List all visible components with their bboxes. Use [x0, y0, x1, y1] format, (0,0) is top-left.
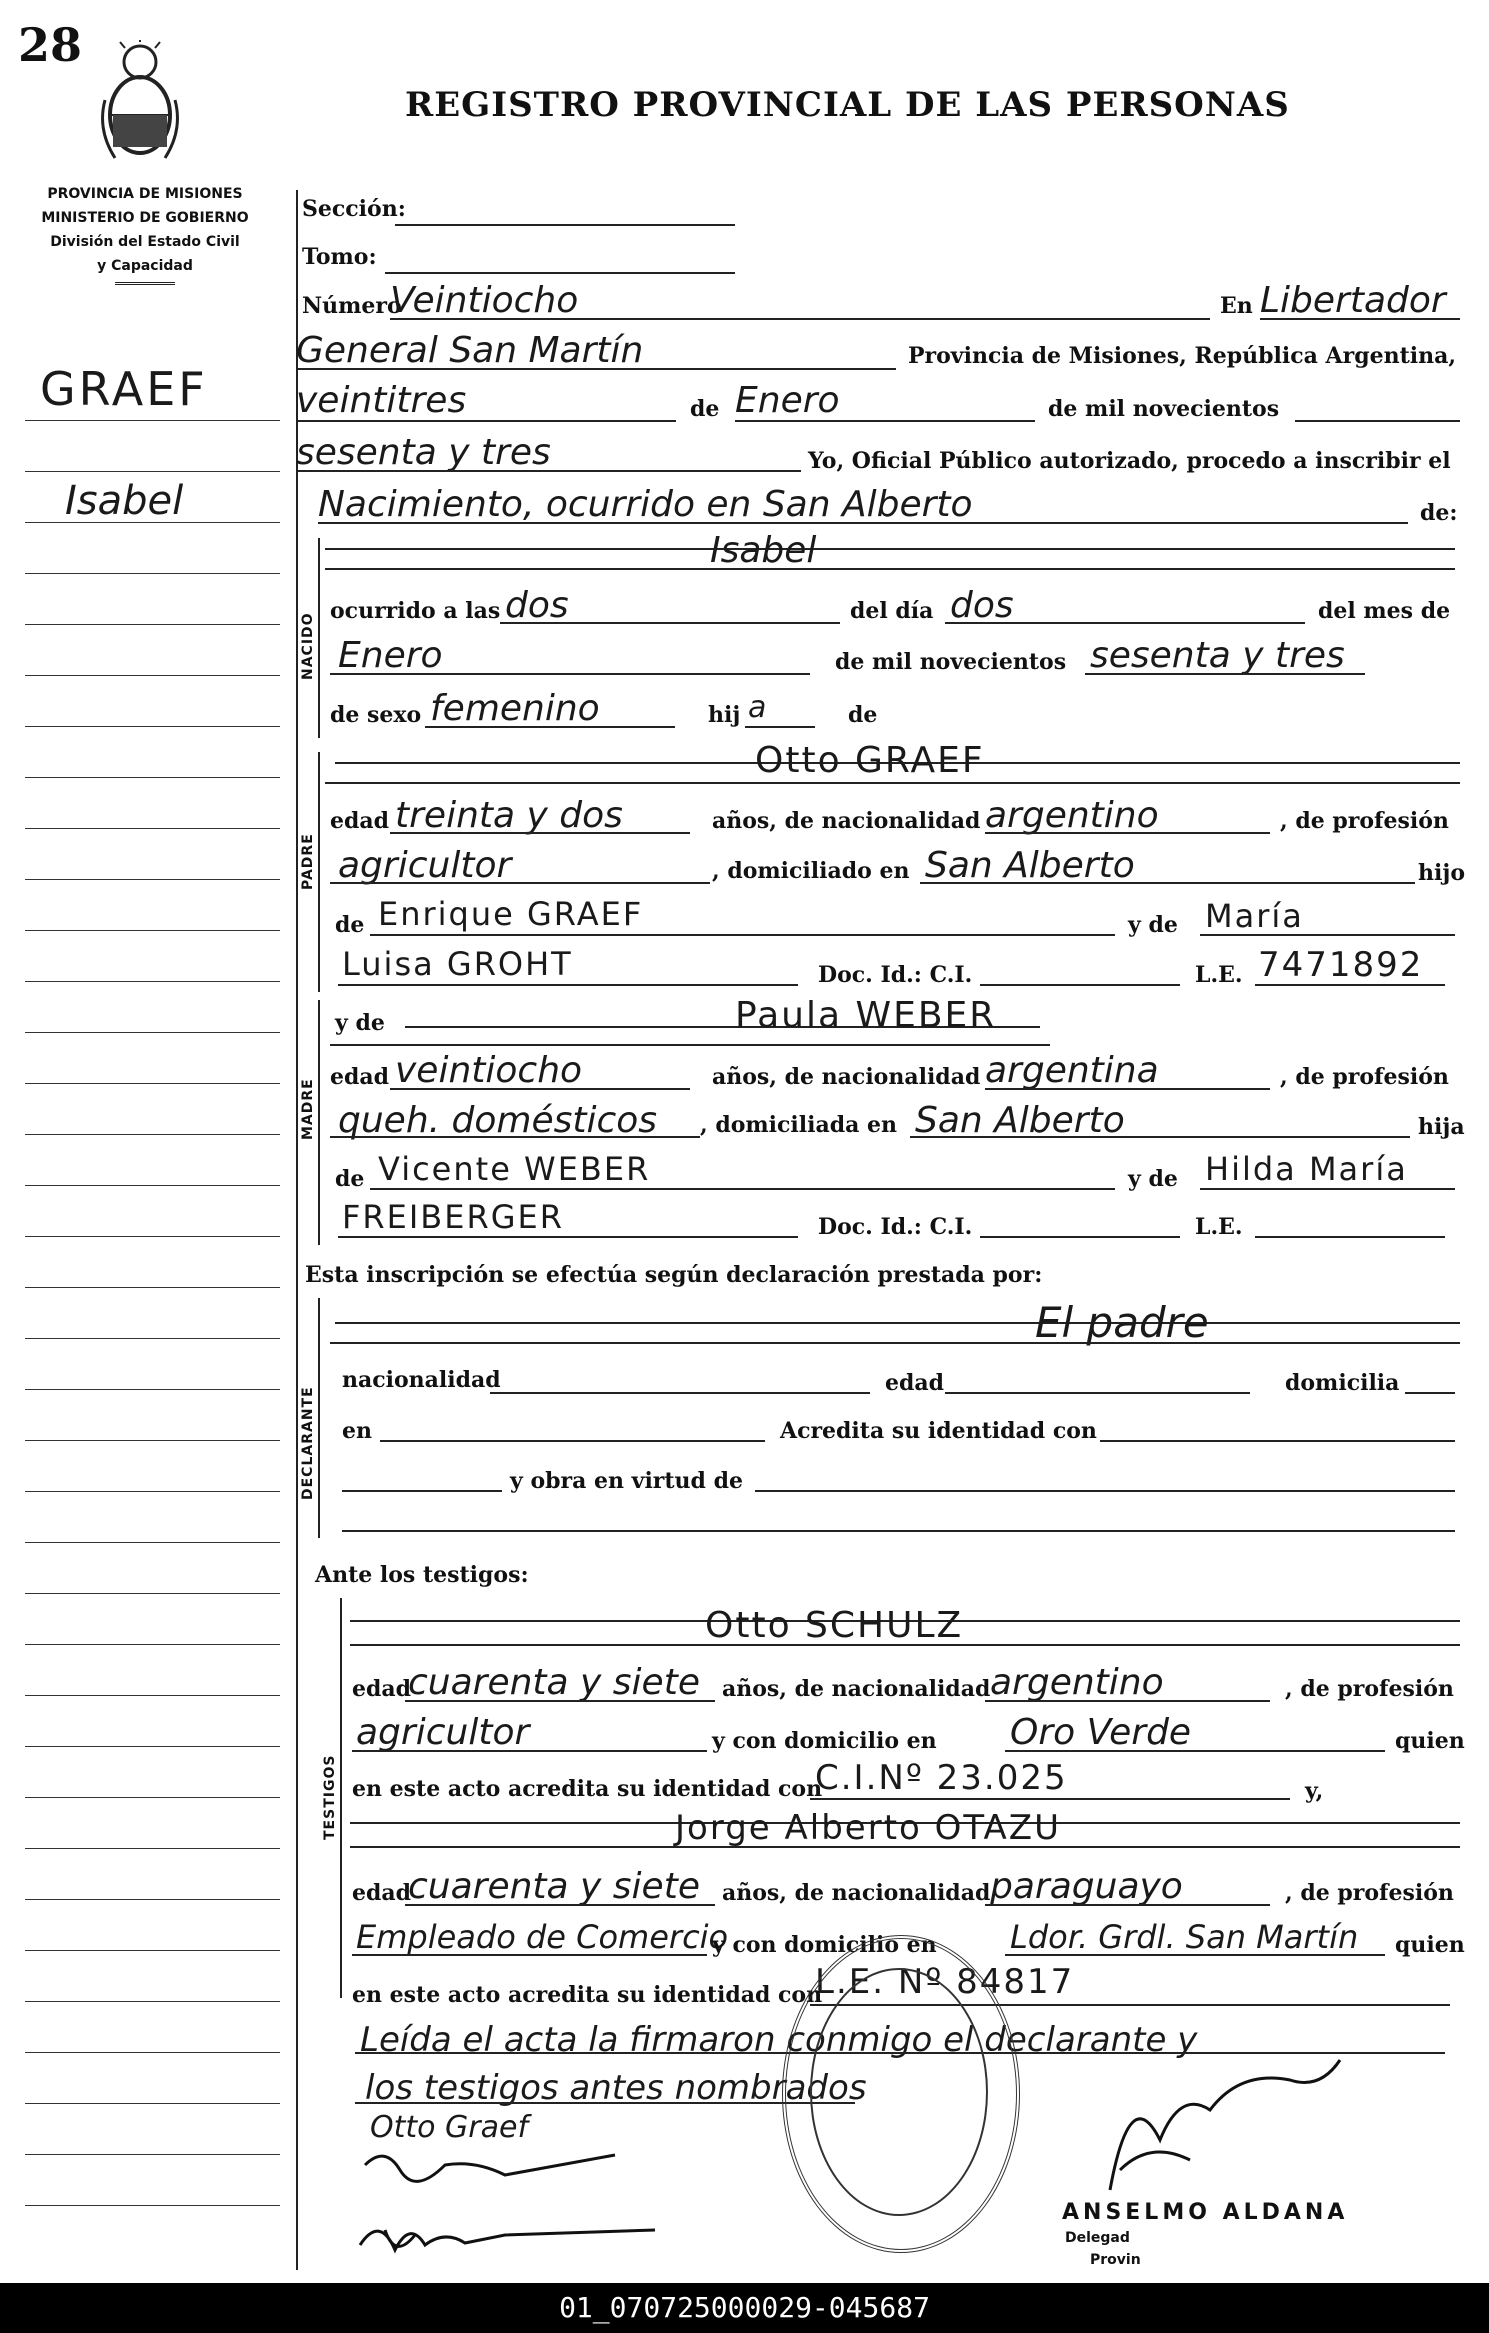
madre-domicilio-value: San Alberto	[915, 1100, 1125, 1141]
page-number: 28	[18, 18, 83, 72]
t1-y-label: y,	[1305, 1778, 1324, 1804]
tomo-label: Tomo:	[302, 244, 377, 270]
declarante-obra-label: y obra en virtud de	[510, 1468, 743, 1494]
day-value: veintitres	[296, 380, 467, 421]
del-mes-label: del mes de	[1318, 598, 1451, 624]
authority-line: MINISTERIO DE GOBIERNO	[41, 210, 249, 226]
testigo-2-name: Jorge Alberto OTAZU	[675, 1808, 1061, 1848]
seccion-label: Sección:	[302, 196, 406, 222]
t2-edad-value: cuarenta y siete	[408, 1866, 700, 1907]
de-colon: de:	[1420, 500, 1458, 526]
authority-block	[10, 182, 280, 289]
madre-profesion-value: queh. domésticos	[338, 1100, 658, 1141]
padre-profesion-value: agricultor	[338, 845, 512, 886]
madre-de-label: de	[335, 1166, 365, 1192]
margin-ruled-line	[25, 1542, 280, 1543]
madre-profesion-label: , de profesión	[1280, 1064, 1449, 1090]
official-signature	[1090, 2050, 1360, 2200]
declarante-edad-label: edad	[885, 1370, 945, 1396]
margin-ruled-line	[25, 930, 280, 931]
margin-ruled-line	[25, 1440, 280, 1441]
coat-of-arms-icon	[95, 40, 185, 170]
closing-line-1: Leída el acta la firmaron conmigo el declarante y	[360, 2020, 1198, 2060]
authority-line: División del Estado Civil	[50, 234, 240, 250]
testigos-section-label: TESTIGOS	[322, 1754, 338, 1840]
t2-dom-value: Ldor. Grdl. San Martín	[1010, 1918, 1359, 1956]
madre-y-de-label: y de	[335, 1010, 385, 1036]
madre-y-de-label2: y de	[1128, 1166, 1178, 1192]
madre-anos-label: años, de nacionalidad	[712, 1064, 981, 1090]
t1-edad-value: cuarenta y siete	[408, 1662, 700, 1703]
margin-ruled-line	[25, 1083, 280, 1084]
de-mil-born-label: de mil novecientos	[835, 649, 1067, 675]
year-born-value: sesenta y tres	[1090, 635, 1345, 676]
margin-ruled-line	[25, 981, 280, 982]
padre-section-label: PADRE	[300, 833, 316, 890]
declarante-section-label: DECLARANTE	[300, 1386, 316, 1500]
testigo-1-name: Otto SCHULZ	[705, 1605, 964, 1646]
en-label: En	[1220, 293, 1253, 319]
ocurrido-label: ocurrido a las	[330, 598, 501, 624]
madre-nacionalidad-value: argentina	[985, 1050, 1159, 1091]
margin-ruled-line	[25, 1695, 280, 1696]
margin-ruled-line	[25, 420, 280, 421]
margin-ruled-line	[25, 573, 280, 574]
padre-father-value: Enrique GRAEF	[378, 895, 644, 933]
numero-label: Número	[302, 293, 402, 319]
padre-le-label: L.E.	[1195, 962, 1243, 988]
margin-ruled-line	[25, 1287, 280, 1288]
margin-ruled-line	[25, 1950, 280, 1951]
madre-domiciliada-label: , domiciliada en	[700, 1112, 898, 1138]
de-mil-label: de mil novecientos	[1048, 396, 1280, 422]
padre-de-label: de	[335, 912, 365, 938]
madre-hija-label: hija	[1418, 1114, 1465, 1140]
padre-edad-label: edad	[330, 808, 390, 834]
madre-father-value: Vicente WEBER	[378, 1150, 651, 1188]
padre-doc-label: Doc. Id.: C.I.	[818, 962, 973, 988]
t1-doc-value: C.I.Nº 23.025	[815, 1758, 1068, 1798]
margin-ruled-line	[25, 828, 280, 829]
padre-anos-label: años, de nacionalidad	[712, 808, 981, 834]
page-title: REGISTRO PROVINCIAL DE LAS PERSONAS	[405, 85, 1290, 125]
declarante-en-label: en	[342, 1418, 372, 1444]
margin-ruled-line	[25, 777, 280, 778]
t1-prof-value: agricultor	[356, 1712, 530, 1753]
testigos-label: Ante los testigos:	[315, 1562, 529, 1588]
nacido-name: Isabel	[710, 530, 817, 571]
signature-scribbles	[355, 2135, 675, 2275]
padre-name: Otto GRAEF	[755, 740, 985, 781]
margin-ruled-line	[25, 2103, 280, 2104]
official-title-2: Provin	[1090, 2252, 1141, 2268]
padre-profesion-label: , de profesión	[1280, 808, 1449, 834]
madre-name: Paula WEBER	[735, 995, 997, 1036]
margin-divider	[296, 190, 298, 2270]
declarante-acredita-label: Acredita su identidad con	[780, 1418, 1097, 1444]
margin-ruled-line	[25, 1491, 280, 1492]
provincia-text: Provincia de Misiones, República Argentina,	[908, 343, 1457, 369]
signature-declarante: Otto Graef	[370, 2110, 529, 2145]
declarante-nacionalidad-label: nacionalidad	[342, 1367, 501, 1393]
madre-mother-value-1: Hilda María	[1205, 1150, 1408, 1188]
footer-image-id: 01_070725000029-045687	[559, 2291, 930, 2324]
margin-ruled-line	[25, 1797, 280, 1798]
t1-edad-label: edad	[352, 1676, 412, 1702]
margin-ruled-line	[25, 1389, 280, 1390]
t2-prof-value: Empleado de Comercio	[356, 1918, 729, 1956]
margin-ruled-line	[25, 2154, 280, 2155]
margin-ruled-line	[25, 2205, 280, 2206]
margin-ruled-line	[25, 471, 280, 472]
day-born-value: dos	[950, 585, 1014, 626]
t1-acredita-label: en este acto acredita su identidad con	[352, 1776, 823, 1802]
margin-ruled-line	[25, 1338, 280, 1339]
padre-hijo-label: hijo	[1418, 860, 1465, 886]
numero-value: Veintiocho	[390, 280, 579, 321]
t2-doc-value: L.E. Nº 84817	[815, 1962, 1075, 2002]
declarante-domicilia-label: domicilia	[1285, 1370, 1400, 1396]
hij-label: hij	[708, 702, 741, 728]
t2-dom-label: y con domicilio en	[712, 1932, 937, 1958]
margin-ruled-line	[25, 1593, 280, 1594]
madre-section-label: MADRE	[300, 1078, 316, 1140]
margin-ruled-line	[25, 1134, 280, 1135]
t2-edad-label: edad	[352, 1880, 412, 1906]
year-value: sesenta y tres	[296, 432, 551, 473]
t2-quien-label: quien	[1395, 1932, 1465, 1958]
margin-surname: GRAEF	[40, 362, 208, 416]
margin-ruled-line	[25, 1185, 280, 1186]
official-title-1: Delegad	[1065, 2230, 1130, 2246]
event-value: Nacimiento, ocurrido en San Alberto	[318, 484, 973, 525]
authority-line: PROVINCIA DE MISIONES	[47, 186, 243, 202]
sexo-value: femenino	[430, 688, 600, 729]
t2-prof-label: , de profesión	[1285, 1880, 1454, 1906]
yo-text: Yo, Oficial Público autorizado, procedo a inscribir el	[808, 448, 1451, 474]
margin-ruled-line	[25, 726, 280, 727]
t1-prof-label: , de profesión	[1285, 1676, 1454, 1702]
month-value: Enero	[735, 380, 840, 421]
nacido-de-label: de	[848, 702, 878, 728]
nacido-section-label: NACIDO	[300, 612, 316, 680]
margin-ruled-line	[25, 1236, 280, 1237]
t1-anos-label: años, de nacionalidad	[722, 1676, 991, 1702]
margin-ruled-line	[25, 1746, 280, 1747]
margin-ruled-line	[25, 675, 280, 676]
margin-ruled-line	[25, 1644, 280, 1645]
hij-value: a	[748, 690, 767, 725]
madre-edad-value: veintiocho	[395, 1050, 583, 1091]
authority-line: y Capacidad	[97, 258, 193, 274]
margin-ruled-line	[25, 624, 280, 625]
place-value: General San Martín	[296, 330, 644, 371]
del-dia-label: del día	[850, 598, 934, 624]
t2-acredita-label: en este acto acredita su identidad con	[352, 1982, 823, 2008]
margin-given-name: Isabel	[65, 478, 184, 524]
padre-mother-value-2: Luisa GROHT	[342, 945, 573, 983]
official-name: ANSELMO ALDANA	[1062, 2200, 1349, 2225]
de-label: de	[690, 396, 720, 422]
t2-nac-value: paraguayo	[990, 1866, 1183, 1907]
t1-quien-label: quien	[1395, 1728, 1465, 1754]
en-value: Libertador	[1260, 280, 1446, 321]
margin-ruled-line	[25, 1032, 280, 1033]
month-born-value: Enero	[338, 635, 443, 676]
padre-domiciliado-label: , domiciliado en	[712, 858, 910, 884]
padre-nacionalidad-value: argentino	[985, 795, 1159, 836]
declarante-value: El padre	[1035, 1298, 1209, 1347]
madre-doc-label: Doc. Id.: C.I.	[818, 1214, 973, 1240]
t1-nac-value: argentino	[990, 1662, 1164, 1703]
margin-ruled-line	[25, 879, 280, 880]
margin-ruled-line	[25, 2052, 280, 2053]
padre-le-value: 7471892	[1258, 945, 1424, 985]
t1-dom-value: Oro Verde	[1010, 1712, 1192, 1753]
margin-ruled-line	[25, 2001, 280, 2002]
padre-mother-value-1: María	[1205, 897, 1304, 935]
t2-anos-label: años, de nacionalidad	[722, 1880, 991, 1906]
madre-le-label: L.E.	[1195, 1214, 1243, 1240]
margin-ruled-line	[25, 1848, 280, 1849]
madre-mother-value-2: FREIBERGER	[342, 1198, 564, 1236]
t1-dom-label: y con domicilio en	[712, 1728, 937, 1754]
closing-line-2: los testigos antes nombrados	[365, 2068, 867, 2108]
margin-ruled-line	[25, 522, 280, 523]
inscripcion-text: Esta inscripción se efectúa según declaración prestada por:	[305, 1262, 1043, 1288]
madre-edad-label: edad	[330, 1064, 390, 1090]
padre-domicilio-value: San Alberto	[925, 845, 1135, 886]
sexo-label: de sexo	[330, 702, 422, 728]
hour-value: dos	[505, 585, 569, 626]
margin-ruled-line	[25, 1899, 280, 1900]
padre-y-de-label: y de	[1128, 912, 1178, 938]
padre-edad-value: treinta y dos	[395, 795, 623, 836]
